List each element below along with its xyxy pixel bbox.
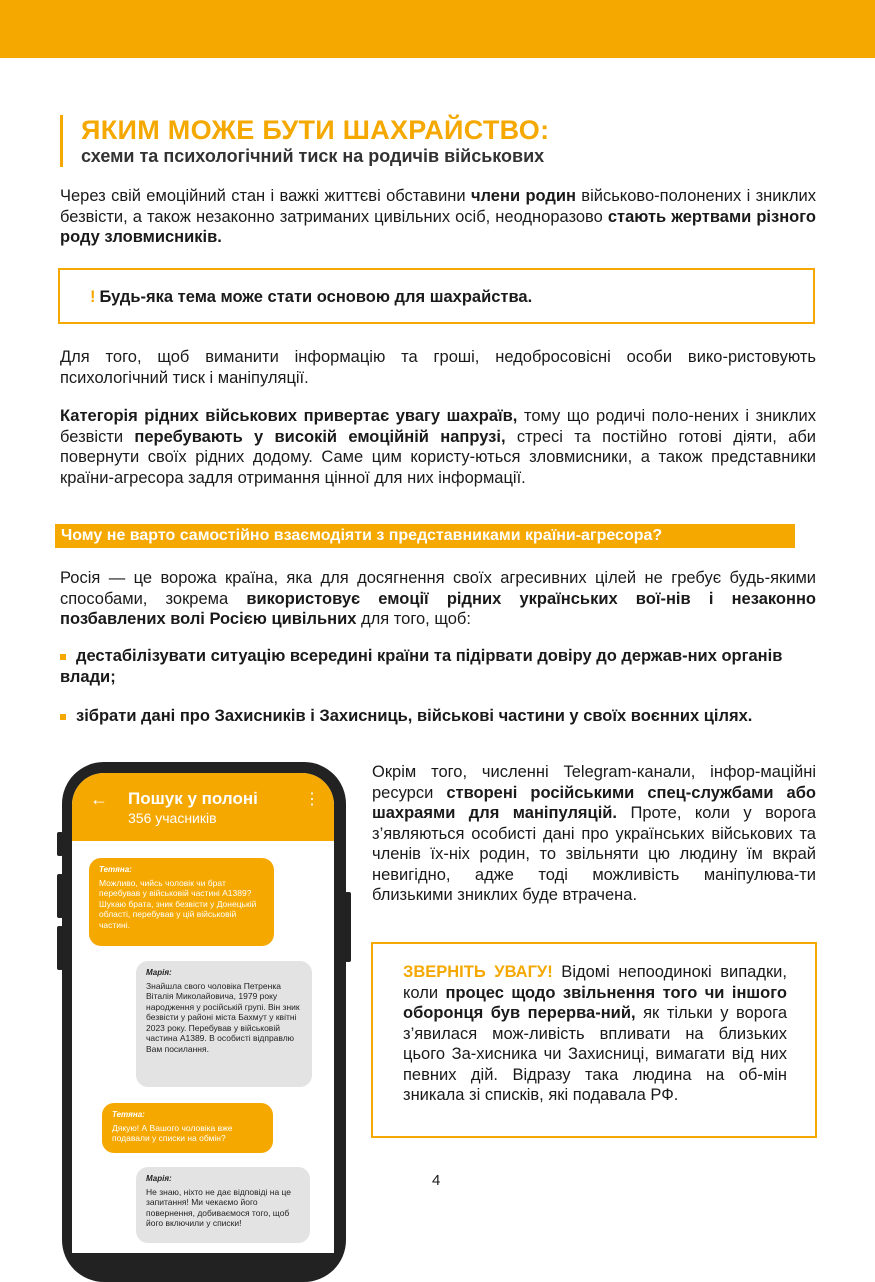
chat-message [136, 961, 312, 1087]
message-text: Дякую! А Вашого чоловіка вже подавали у списки на обмін? [112, 1122, 233, 1143]
bullet-text: дестабілізувати ситуацію всередині країни та підірвати довіру до держав-них органів влади; [60, 647, 783, 686]
notice-label: Будь-яка тема може стати основою для шахрайства. [99, 288, 533, 306]
russia-text-1: Росія — це ворожа країна, яка для досягнення своїх агресивних цілей не гребує будь-якими способами, зокрема [60, 569, 816, 608]
exclamation-icon: ! [90, 288, 96, 306]
message-text: Можливо, чийсь чоловік чи брат перебував у військовій частині А1389? Шукаю брата, зник безвісти у Донецькій області, перебував у цій військовій частині. [99, 877, 257, 930]
relatives-bold-1: Категорія рідних військових привертає увагу шахраїв, [60, 407, 518, 425]
section-heading: Чому не варто самостійно взаємодіяти з представниками країни-агресора? [55, 524, 795, 548]
phone-side-button [57, 832, 63, 856]
telegram-text-1: Окрім того, численні Telegram-канали, інфор-маційні ресурси [372, 763, 816, 802]
phone-side-button [57, 874, 63, 918]
russia-text-2: для того, щоб: [356, 610, 471, 628]
attention-label: ЗВЕРНІТЬ УВАГУ! [403, 963, 553, 981]
relatives-text-1: тому що родичі поло-нених і зниклих безвісти [60, 407, 816, 446]
chat-message [102, 1103, 273, 1153]
manipulation-paragraph: Для того, щоб виманити інформацію та гроші, недобросовісні особи вико-ристовують психологічний тиск і маніпуляції. [60, 348, 816, 387]
bullet-text: зібрати дані про Захисників і Захисниць, військові частини у своїх воєнних цілях. [76, 707, 753, 725]
page-number: 4 [432, 1172, 441, 1189]
page-title: ЯКИМ МОЖЕ БУТИ ШАХРАЙСТВО: [81, 115, 550, 145]
bullet-square-icon [60, 654, 66, 660]
page-subtitle: схеми та психологічний тиск на родичів військових [81, 146, 545, 166]
chat-name: Пошук у полоні [128, 789, 258, 808]
intro-bold-1: члени родин [470, 187, 576, 205]
intro-text-1: Через свій емоційний стан і важкі життєві обставини [60, 187, 471, 205]
intro-paragraph [60, 186, 816, 248]
russia-paragraph [60, 568, 816, 630]
phone-screen [72, 773, 334, 1253]
message-author: Тетяна: [99, 865, 132, 874]
attention-bold-1: процес щодо звільнення того чи іншого оборонця був перерва-ний, [403, 983, 787, 1022]
russia-bold-1: використовує емоції рідних українських вої-нів і незаконно позбавлених волі Росією цивільних [60, 589, 816, 628]
intro-text-2: військово-полонених і зниклих безвісти, а також незаконно затриманих цивільних осіб, неодноразово [60, 187, 816, 226]
telegram-bold-1: створені російськими спец-службами або шахраями для маніпуляцій. [372, 783, 816, 822]
chat-message [89, 858, 274, 946]
message-text: Не знаю, ніхто не дає відповіді на це запитання! Ми чекаємо його повернення, добиваємося того, щоб його включили у списки! [146, 1186, 292, 1228]
message-author: Марія: [146, 1174, 172, 1183]
attention-box [371, 942, 817, 1138]
telegram-text-2: Проте, коли у ворога з’являються особисті дані про українських військових та членів їх-ніх родин, то звільняти цю людину їм вкрай невигідно, адже тоді можливість маніпулюва-ти близькими зниклих буде втрачена. [372, 804, 817, 904]
telegram-paragraph [372, 762, 816, 906]
notice-text [90, 288, 532, 307]
attention-text-2: як тільки у ворога з’явилася мож-ливість впливати на близьких цього За-хисника чи Захисниці, вимагати від них певних дій. Відразу така людина на об-мін зникала зі списків, які подавала РФ. [403, 1004, 787, 1104]
relatives-paragraph [60, 406, 816, 488]
phone-side-button [57, 926, 63, 970]
bullet-item [60, 646, 816, 687]
relatives-text-2: стресі та постійно готові діяти, аби повернути своїх рідних додому. Саме цим користу-ються зловмисники, а також представники країни-агресора задля отримання цінної для них інформації. [60, 427, 816, 487]
attention-text [403, 962, 787, 1106]
chat-header [72, 773, 334, 841]
chat-members: 356 учасників [128, 810, 217, 826]
arrow-left-icon: ← [90, 789, 108, 809]
message-author: Марія: [146, 968, 172, 977]
phone-side-button [345, 892, 351, 962]
attention-text-1: Відомі непоодинокі випадки, коли [403, 963, 787, 1002]
relatives-bold-2: перебувають у високій емоційній напрузі, [134, 427, 506, 446]
top-accent-bar [0, 0, 875, 58]
chat-message [136, 1167, 310, 1243]
bullet-item [60, 706, 816, 727]
bullet-square-icon [60, 714, 66, 720]
message-text: Знайшла свого чоловіка Петренка Віталія Миколайовича, 1979 року народження у російській групі. Він зник безвісти у районі міста Бахмут у квітні 2023 року. Перебував у військовій частина А1389. В особисті відправлю Вам посилання. [146, 980, 300, 1054]
title-block [60, 115, 549, 167]
intro-bold-2: стають жертвами різного роду зловмисників. [60, 207, 816, 246]
message-author: Тетяна: [112, 1110, 145, 1119]
notice-box [58, 268, 815, 324]
vertical-dots-icon: ⋮ [304, 791, 320, 808]
